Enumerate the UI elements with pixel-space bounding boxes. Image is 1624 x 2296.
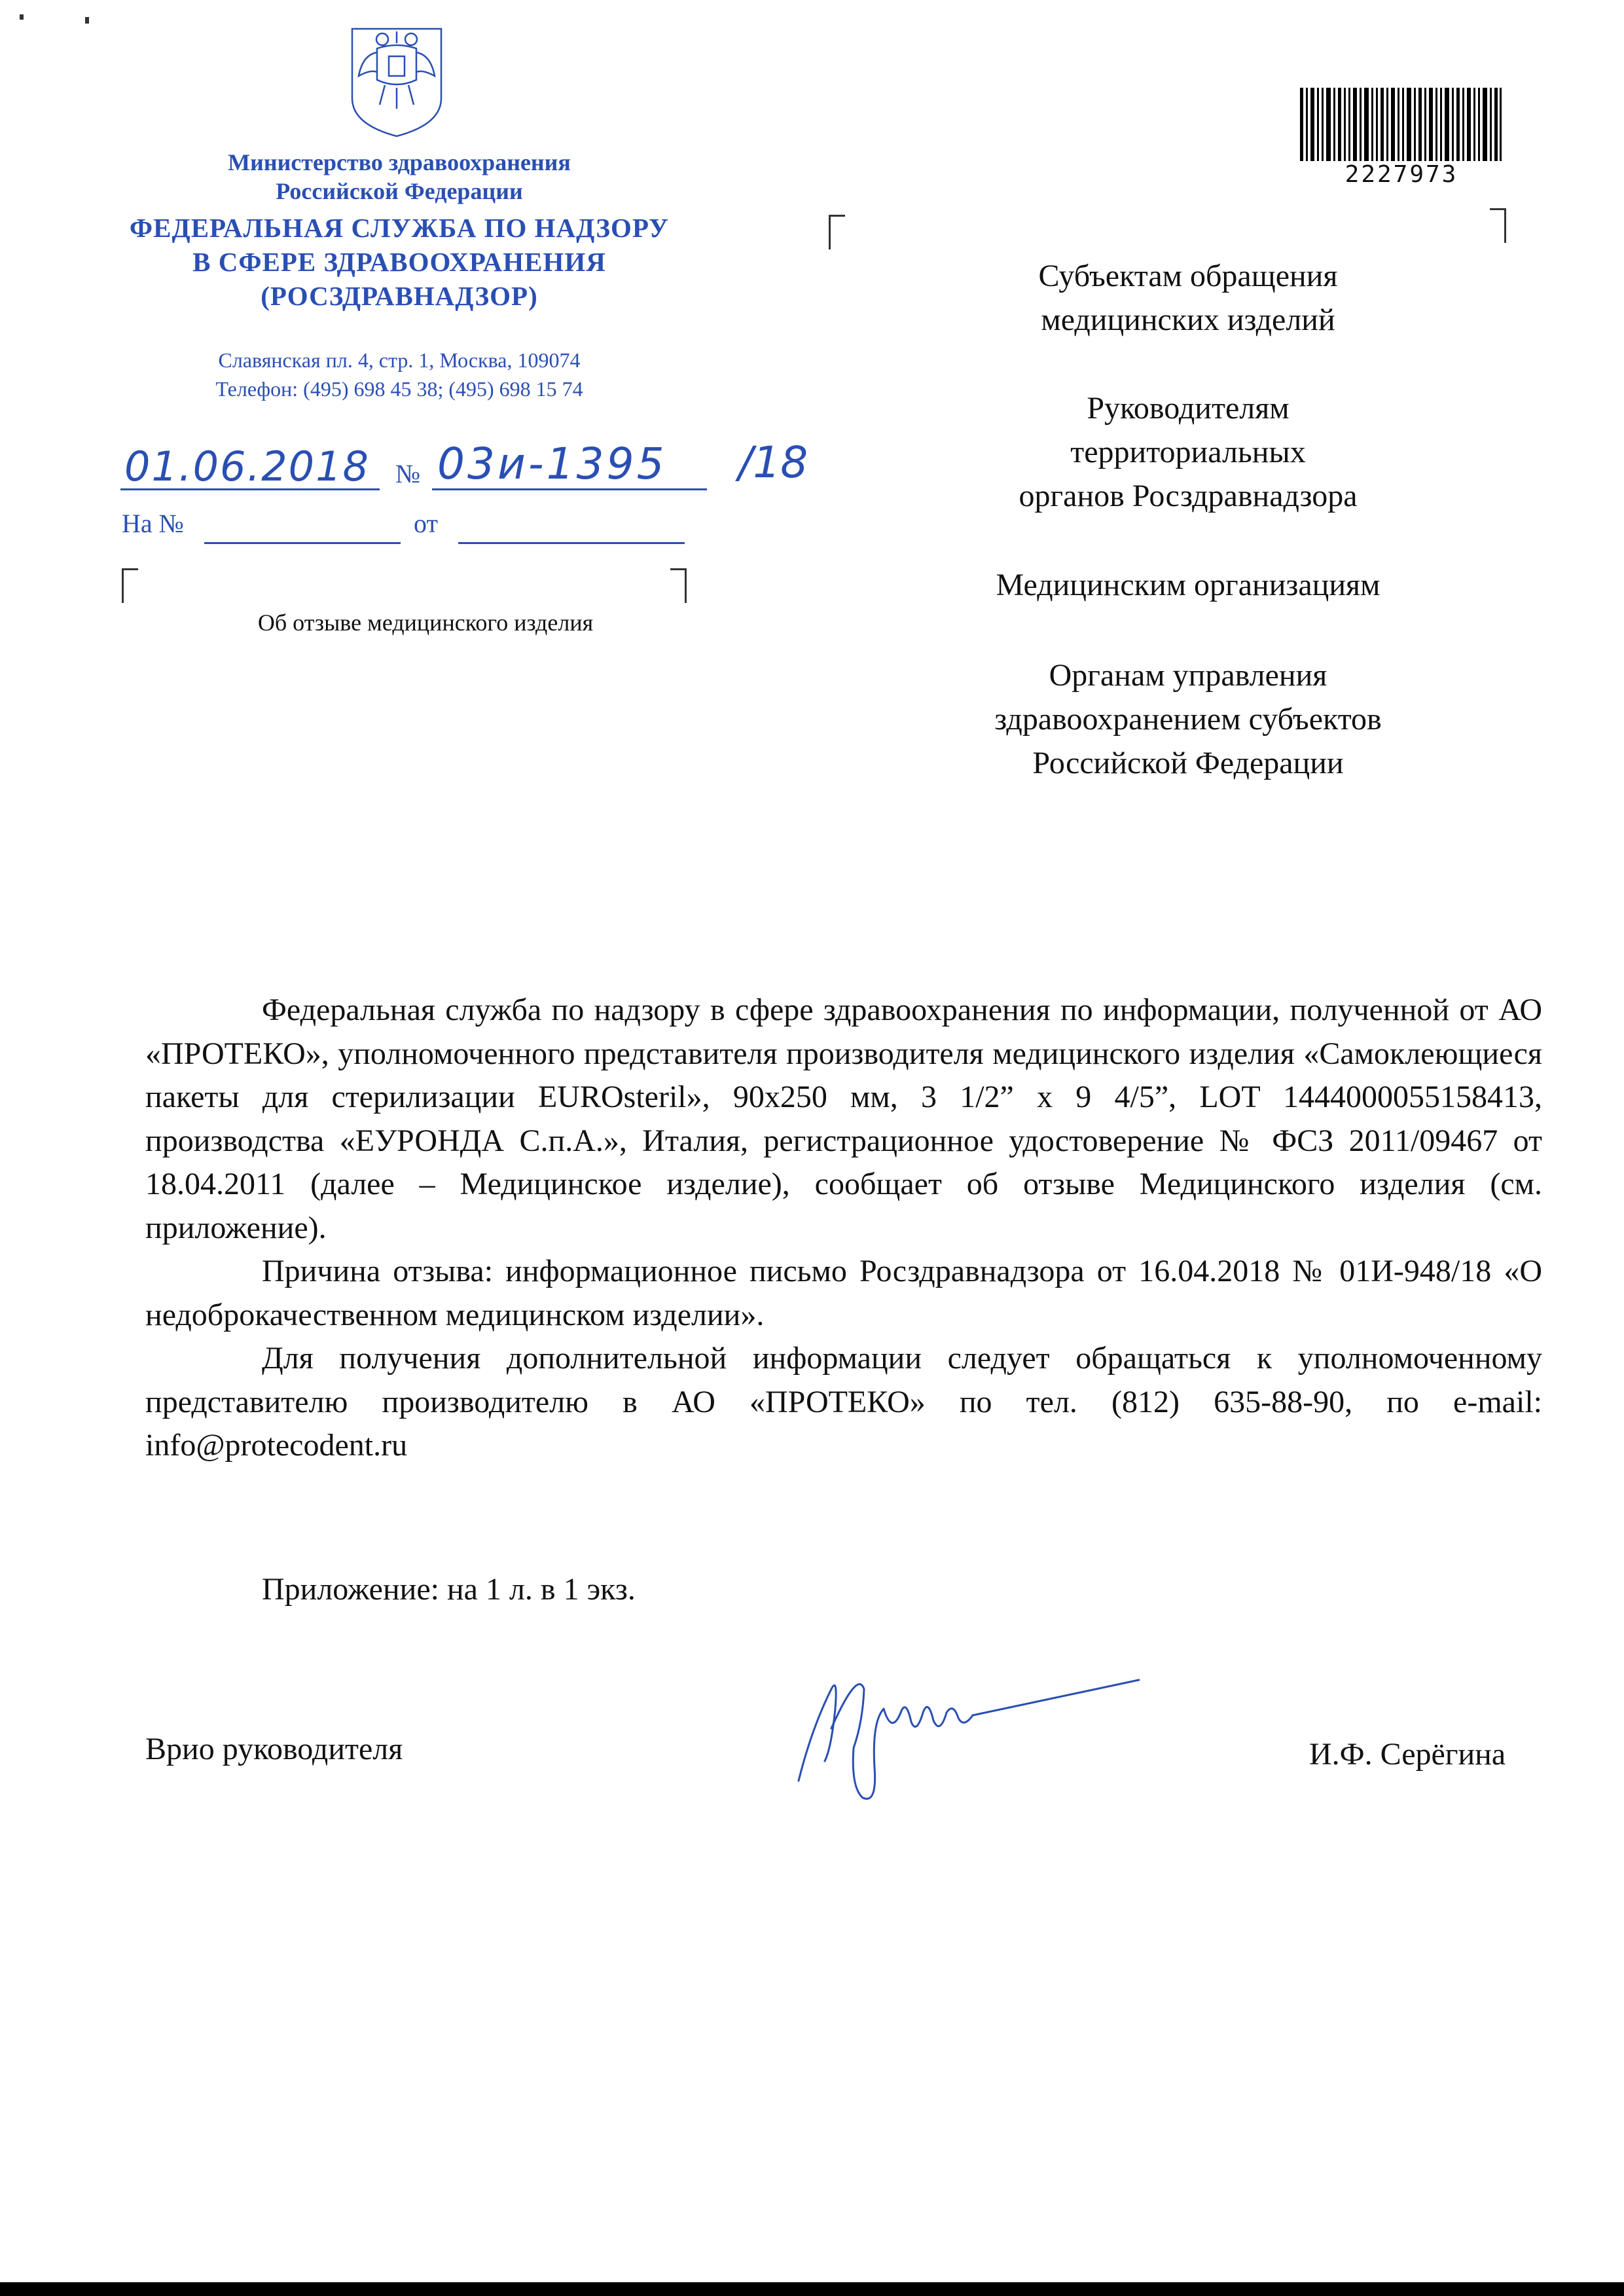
- recipient-line: здравоохранением субъектов: [994, 702, 1382, 737]
- body-paragraph: Для получения дополнительной информации следует обращаться к уполномоченному представителю производителю в АО «ПРОТЕКО» по тел. (812) 635-88-90, по e-mail: info@protecodent.ru: [145, 1341, 1542, 1463]
- reply-to-underline: [204, 542, 401, 544]
- from-underline: [458, 542, 685, 544]
- number-underline: [432, 488, 707, 490]
- handwritten-signature: [785, 1650, 1152, 1813]
- scan-border: [0, 2282, 1624, 2296]
- registration-date: 01.06.2018: [124, 443, 370, 490]
- barcode-number: 2227973: [1344, 161, 1458, 188]
- recipient-line: Медицинским организациям: [996, 568, 1380, 602]
- corner-bracket: [1490, 208, 1506, 243]
- body-paragraph: Причина отзыва: информационное письмо Росздравнадзора от 16.04.2018 № 01И-948/18 «О недоброкачественном медицинском изделии».: [145, 1254, 1542, 1332]
- recipient-block: [903, 653, 1473, 785]
- corner-bracket: [829, 215, 845, 249]
- signatory-title: Врио руководителя: [145, 1732, 403, 1766]
- service-name: [92, 211, 707, 313]
- recipient-line: медицинских изделий: [1041, 302, 1335, 337]
- recipient-line: Руководителям: [1087, 391, 1290, 426]
- corner-bracket: [670, 568, 687, 603]
- service-address: [124, 346, 674, 403]
- ministry-line: Министерство здравоохранения: [228, 149, 571, 175]
- body-paragraph: Федеральная служба по надзору в сфере здравоохранения по информации, полученной от АО «ПРОТЕКО», уполномоченного представителя производителя медицинского изделия «Самоклеющиеся пакеты для стерилизации EUROsteril», 90x250 мм, 3 1/2” x 9 4/5”, LOT 1444000055158413, производства «ЕУРОНДА С.п.А.», Италия, регистрационное удостоверение № ФСЗ 2011/09467 от 18.04.2011 (далее – Медицинское изделие), сообщает об отзыве Медицинского изделия (см. приложение).: [145, 993, 1542, 1245]
- ministry-line: Российской Федерации: [276, 178, 523, 204]
- coat-of-arms-emblem: [344, 20, 449, 139]
- signatory-name: И.Ф. Серёгина: [1309, 1737, 1506, 1772]
- service-line: (РОСЗДРАВНАДЗОР): [261, 281, 538, 311]
- barcode: [1300, 88, 1502, 161]
- recipient-block: [903, 563, 1473, 607]
- address-line: Телефон: (495) 698 45 38; (495) 698 15 74: [215, 377, 583, 401]
- recipient-line: органов Росздравнадзора: [1019, 479, 1358, 513]
- registration-number-suffix: /18: [738, 437, 808, 488]
- recipient-line: Российской Федерации: [1032, 746, 1344, 780]
- service-line: В СФЕРЕ ЗДРАВООХРАНЕНИЯ: [192, 247, 606, 277]
- recipient-line: Субъектам обращения: [1038, 259, 1338, 293]
- registration-number: 03и-1395: [437, 439, 667, 489]
- recipient-block: [903, 386, 1473, 518]
- from-label: от: [414, 509, 438, 538]
- appendix-note: Приложение: на 1 л. в 1 экз.: [262, 1572, 636, 1607]
- service-line: ФЕДЕРАЛЬНАЯ СЛУЖБА ПО НАДЗОРУ: [129, 213, 670, 243]
- date-underline: [120, 488, 380, 490]
- reply-to-label: На №: [122, 509, 184, 538]
- corner-bracket: [122, 568, 138, 603]
- recipient-block: [903, 254, 1473, 342]
- recipient-line: территориальных: [1070, 435, 1306, 469]
- address-line: Славянская пл. 4, стр. 1, Москва, 109074: [218, 348, 581, 372]
- letter-subject: Об отзыве медицинского изделия: [257, 610, 594, 636]
- recipient-line: Органам управления: [1049, 658, 1327, 693]
- scan-mark: [85, 17, 89, 24]
- registration-number-sign: №: [395, 459, 421, 488]
- scan-mark: [20, 14, 24, 20]
- letter-body: [145, 989, 1542, 1468]
- ministry-name: [124, 148, 674, 206]
